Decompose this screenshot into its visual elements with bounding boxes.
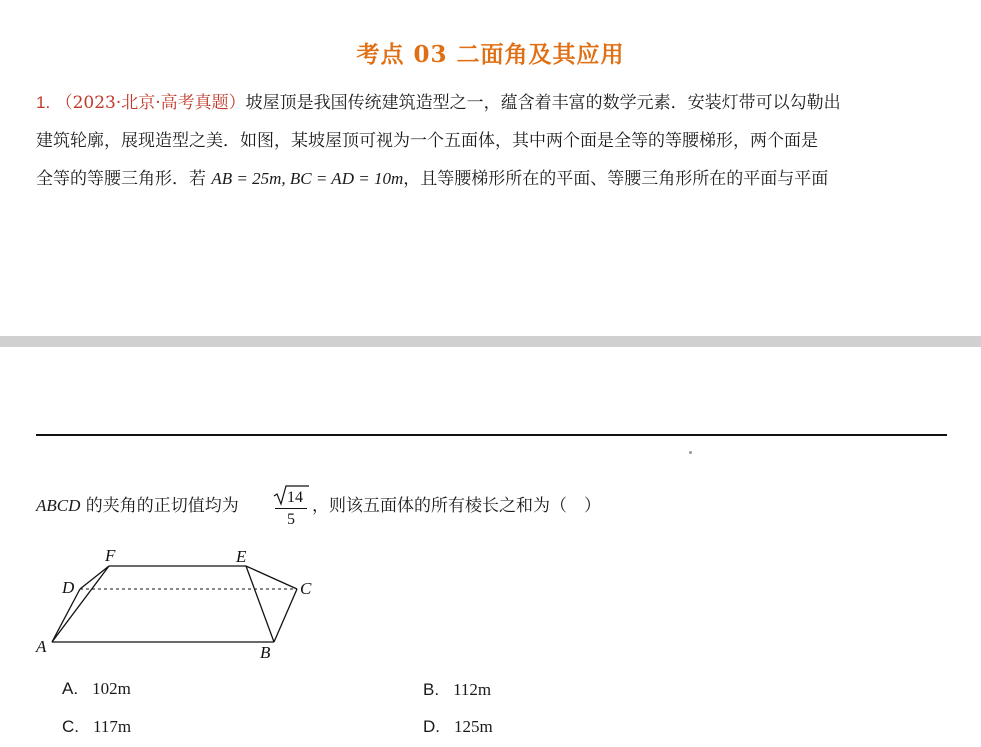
vertex-label-f: F	[105, 546, 116, 565]
option-b[interactable]	[423, 680, 491, 700]
question-math-lengths: AB = 25m, BC = AD = 10m	[211, 169, 404, 188]
fraction-denominator: 5	[287, 511, 295, 528]
sqrt-numerator	[272, 484, 310, 506]
vertex-label-a: A	[36, 637, 47, 656]
question-line-1	[36, 92, 841, 114]
question-number: 1.	[36, 93, 51, 112]
vertex-label-b: B	[260, 643, 271, 662]
roof-pentahedron-figure	[30, 542, 330, 662]
option-a-value: 102m	[92, 679, 131, 698]
question-source: （2023·北京·高考真题）	[55, 93, 246, 113]
edge-af	[52, 566, 109, 642]
question-text-2: 建筑轮廓，展现造型之美．如图，某坡屋顶可视为一个五面体，其中两个面是全等的等腰梯形，两个面是	[36, 131, 818, 151]
question-text-1: 坡屋顶是我国传统建筑造型之一，蕴含着丰富的数学元素．安装灯带可以勾勒出	[245, 93, 841, 113]
option-d-letter: D.	[423, 717, 440, 736]
fraction-bar	[275, 508, 307, 509]
option-c[interactable]	[62, 717, 131, 737]
plane-abcd-label: ABCD	[36, 496, 81, 515]
option-a-letter: A.	[62, 679, 79, 698]
option-d-value: 125m	[454, 717, 493, 736]
sqrt-radicand: 14	[287, 489, 303, 506]
option-b-value: 112m	[453, 680, 492, 699]
option-c-value: 117m	[93, 717, 132, 736]
section-title: 考点 03 二面角及其应用	[356, 41, 625, 68]
edge-bc	[274, 589, 297, 642]
option-d[interactable]	[423, 717, 493, 737]
question-line-4-end	[312, 495, 601, 517]
option-a[interactable]	[62, 679, 131, 699]
vertex-label-e: E	[236, 547, 247, 566]
question-text-3b: ，且等腰梯形所在的平面、等腰三角形所在的平面与平面	[403, 169, 829, 189]
vertex-label-c: C	[300, 579, 312, 598]
option-b-letter: B.	[423, 680, 440, 699]
question-line-4	[36, 495, 239, 517]
question-text-3a: 全等的等腰三角形．若	[36, 169, 212, 189]
question-text-4a: 的夹角的正切值均为	[80, 496, 239, 516]
question-line-2	[36, 130, 818, 152]
question-text-4b: ，则该五面体的所有棱长之和为（ ）	[312, 496, 601, 516]
page-top-section	[0, 0, 981, 336]
page-gap-divider	[0, 336, 981, 347]
option-c-letter: C.	[62, 717, 79, 736]
speck-mark	[689, 451, 692, 454]
page-header-rule	[36, 434, 947, 436]
question-line-3	[36, 168, 828, 190]
sqrt14-over-5-fraction	[272, 484, 310, 532]
vertex-label-d: D	[62, 578, 75, 597]
